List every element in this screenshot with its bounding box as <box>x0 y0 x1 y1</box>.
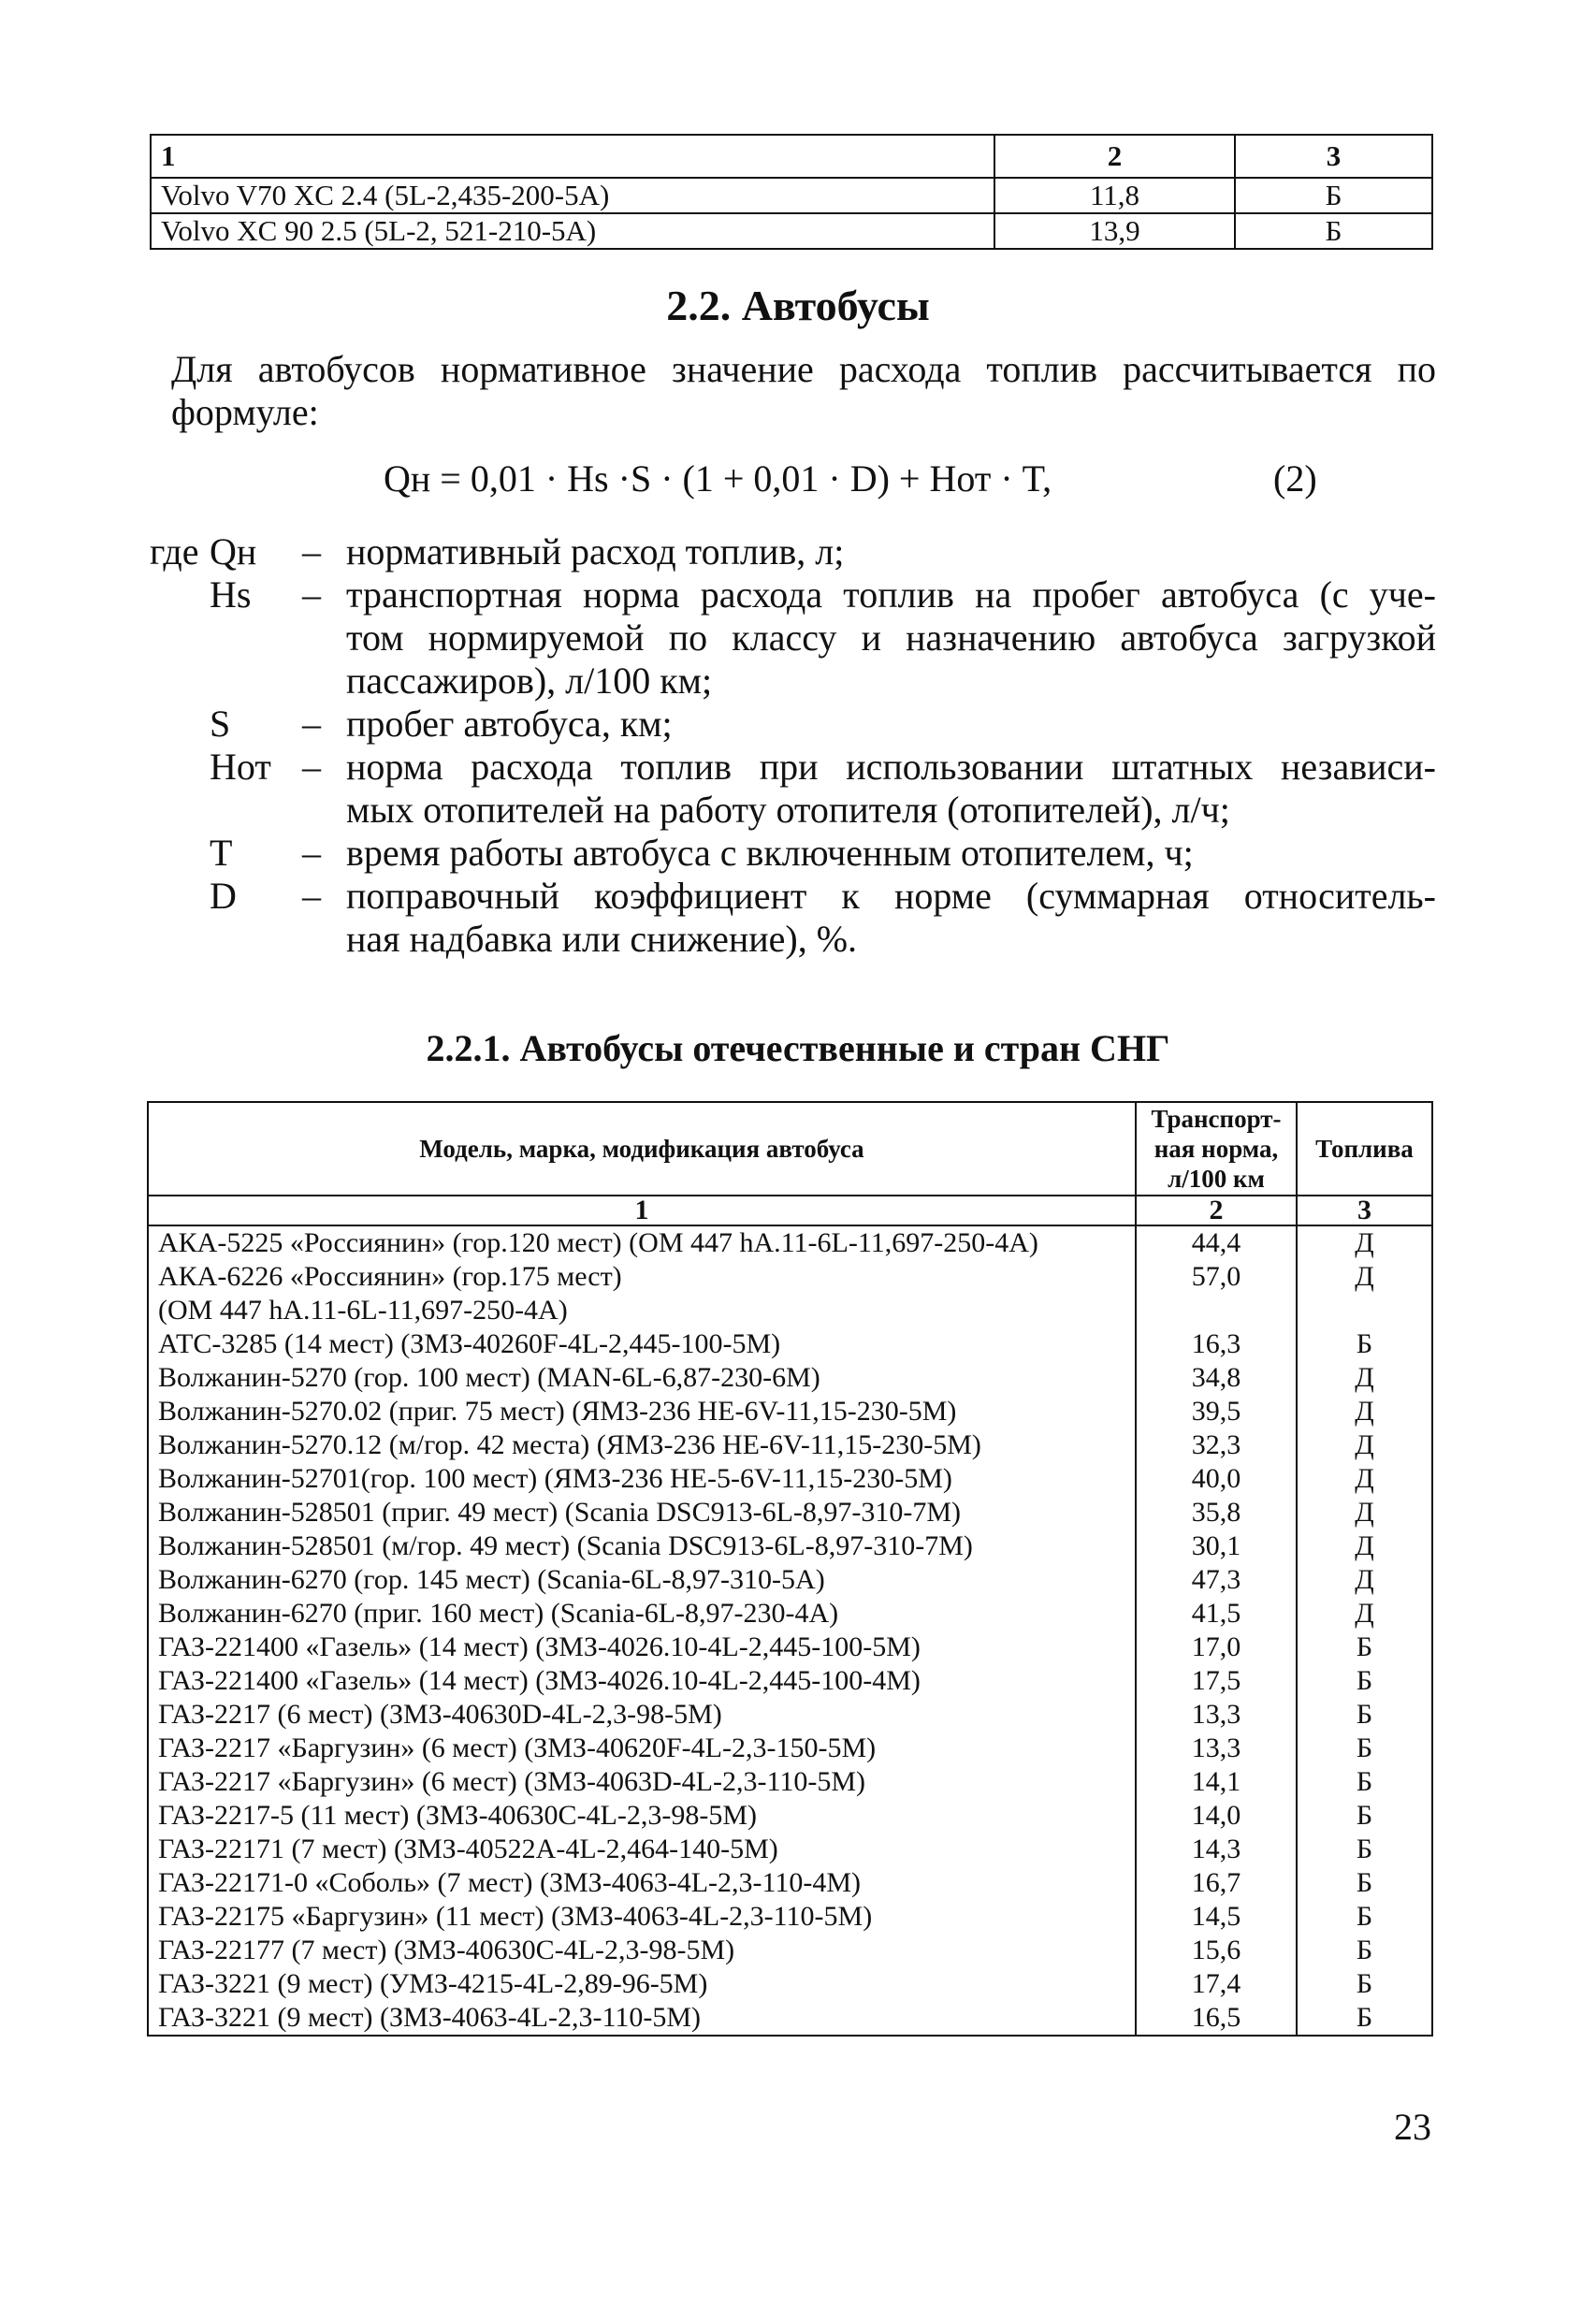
formula-number: (2) <box>1273 457 1317 500</box>
norm-cell: 44,4 <box>1136 1225 1297 1260</box>
model-line: ГАЗ-3221 (9 мест) (ЗМЗ-4063-4L-2,3-110-5М) <box>158 2002 702 2033</box>
model-cell <box>148 1428 1136 1462</box>
norm-cell: 17,5 <box>1136 1664 1297 1698</box>
norm-cell: 34,8 <box>1136 1361 1297 1395</box>
model-line: Волжанин-528501 (приг. 49 мест) (Scania DSC913-6L-8,97-310-7М) <box>158 1497 962 1528</box>
definition-line: ная надбавка или снижение), %. <box>346 918 858 960</box>
page-number: 23 <box>1394 2106 1431 2148</box>
table-index-row <box>148 1196 1432 1225</box>
header-norm-line: Транспорт- <box>1151 1105 1282 1133</box>
norm-cell: 40,0 <box>1136 1462 1297 1496</box>
norm-cell: 47,3 <box>1136 1563 1297 1597</box>
definition-text <box>346 832 1436 875</box>
fuel-cell: Д <box>1297 1563 1432 1597</box>
model-cell <box>148 1934 1136 1967</box>
norm-cell: 41,5 <box>1136 1597 1297 1631</box>
model-cell <box>148 1967 1136 2001</box>
definition-text <box>346 875 1436 961</box>
column-index-3: 3 <box>1297 1196 1432 1225</box>
definition-symbol: Hs <box>210 573 252 616</box>
model-line: Волжанин-6270 (приг. 160 мест) (Scania-6L-8,97-230-4А) <box>158 1598 839 1629</box>
table-row <box>148 1967 1432 2001</box>
table-row <box>148 1631 1432 1664</box>
definition-text <box>346 746 1436 832</box>
column-index-3: 3 <box>1235 135 1432 178</box>
fuel-cell: Б <box>1297 1866 1432 1900</box>
table-row <box>148 1765 1432 1799</box>
fuel-cell: Б <box>1297 1967 1432 2001</box>
continuation-table <box>150 134 1433 250</box>
model-line: АТС-3285 (14 мест) (ЗМЗ-40260F-4L-2,445-100-5М) <box>158 1328 781 1359</box>
fuel-cell: Б <box>1297 1631 1432 1664</box>
definition-line: транспортная норма расхода топлив на пробег автобуса (с уче- <box>346 573 1436 616</box>
fuel-cell: Б <box>1297 1698 1432 1732</box>
fuel-cell: Б <box>1297 1934 1432 1967</box>
table-row <box>148 1664 1432 1698</box>
model-line: ГАЗ-2217 «Баргузин» (6 мест) (ЗМЗ-4063D-4L-2,3-110-5М) <box>158 1766 865 1797</box>
model-line: Волжанин-5270 (гор. 100 мест) (MAN-6L-6,87-230-6М) <box>158 1362 820 1393</box>
definition-line: пробег автобуса, км; <box>346 703 673 745</box>
norm-cell: 57,0 <box>1136 1260 1297 1327</box>
table-row <box>148 1597 1432 1631</box>
definition-line: нормативный расход топлив, л; <box>346 530 845 573</box>
fuel-cell: Б <box>1297 1799 1432 1833</box>
norm-cell: 16,7 <box>1136 1866 1297 1900</box>
fuel-cell: Б <box>1235 178 1432 213</box>
definition-line: поправочный коэффициент к норме (суммарная относитель- <box>346 875 1436 917</box>
model-line: (ОМ 447 hA.11-6L-11,697-250-4А) <box>158 1295 568 1326</box>
model-cell <box>148 2001 1136 2036</box>
definition-line: время работы автобуса с включенным отопителем, ч; <box>346 832 1194 874</box>
fuel-cell: Д <box>1297 1428 1432 1462</box>
definition-symbol: T <box>210 832 233 874</box>
definition-item <box>0 746 1596 832</box>
model-line: ГАЗ-3221 (9 мест) (УМЗ-4215-4L-2,89-96-5М) <box>158 1968 708 1999</box>
fuel-cell: Д <box>1297 1361 1432 1395</box>
norm-cell: 17,0 <box>1136 1631 1297 1664</box>
fuel-cell: Д <box>1297 1225 1432 1260</box>
model-line: ГАЗ-2217 «Баргузин» (6 мест) (ЗМЗ-40620F-4L-2,3-150-5М) <box>158 1732 877 1763</box>
definition-symbol: Нот <box>210 746 271 788</box>
definition-symbol: D <box>210 875 237 917</box>
model-line: ГАЗ-22171-0 «Соболь» (7 мест) (ЗМЗ-4063-4L-2,3-110-4М) <box>158 1867 862 1898</box>
definition-item <box>0 703 1596 746</box>
model-line: ГАЗ-22175 «Баргузин» (11 мест) (ЗМЗ-4063-4L-2,3-110-5М) <box>158 1901 873 1932</box>
definition-item <box>0 530 1596 573</box>
model-cell <box>148 1900 1136 1934</box>
fuel-cell: Д <box>1297 1496 1432 1529</box>
header-norm-line: л/100 км <box>1168 1165 1265 1193</box>
column-index-1: 1 <box>151 135 994 178</box>
fuel-cell: Б <box>1297 1833 1432 1866</box>
model-cell <box>148 1799 1136 1833</box>
intro-paragraph: Для автобусов нормативное значение расхода топлив рассчитывается по формуле: <box>171 348 1436 433</box>
column-index-2: 2 <box>994 135 1235 178</box>
definition-line: мых отопителей на работу отопителя (отопителей), л/ч; <box>346 789 1230 831</box>
model-cell <box>148 1529 1136 1563</box>
section-title: 2.2. Автобусы <box>666 282 930 329</box>
bus-norms-table <box>147 1101 1433 2037</box>
column-index-1: 1 <box>148 1196 1136 1225</box>
definition-line: пассажиров), л/100 км; <box>346 660 713 702</box>
formula: Qн = 0,01 · Hs ·S · (1 + 0,01 · D) + Нот · T, <box>384 457 1052 500</box>
definition-text <box>346 573 1436 703</box>
table-row <box>148 1428 1432 1462</box>
norm-cell: 13,3 <box>1136 1698 1297 1732</box>
model-cell <box>148 1260 1136 1327</box>
model-line: ГАЗ-2217-5 (11 мест) (ЗМЗ-40630С-4L-2,3-98-5М) <box>158 1800 758 1831</box>
model-line: ГАЗ-2217 (6 мест) (ЗМЗ-40630D-4L-2,3-98-5М) <box>158 1699 722 1730</box>
norm-cell: 11,8 <box>994 178 1235 213</box>
model-cell <box>148 1395 1136 1428</box>
definition-line: норма расхода топлив при использовании штатных независи- <box>346 746 1436 788</box>
norm-cell: 16,3 <box>1136 1327 1297 1361</box>
table-row <box>148 1462 1432 1496</box>
model-line: ГАЗ-22177 (7 мест) (ЗМЗ-40630С-4L-2,3-98-5М) <box>158 1935 735 1965</box>
definition-line: том нормируемой по классу и назначению автобуса загрузкой <box>346 616 1436 659</box>
model-line: Волжанин-6270 (гор. 145 мест) (Scania-6L-8,97-310-5А) <box>158 1564 825 1595</box>
model-cell <box>148 1462 1136 1496</box>
table-row <box>148 1934 1432 1967</box>
definition-dash: – <box>302 703 321 745</box>
table-row <box>148 1563 1432 1597</box>
header-model: Модель, марка, модификация автобуса <box>148 1102 1136 1196</box>
definition-dash: – <box>302 746 321 788</box>
model-cell <box>148 1698 1136 1732</box>
table-row <box>148 1327 1432 1361</box>
model-cell <box>148 1327 1136 1361</box>
model-cell <box>148 1765 1136 1799</box>
table-header-row <box>148 1102 1432 1196</box>
definition-text <box>346 703 1436 746</box>
definition-item <box>0 832 1596 875</box>
norm-cell: 13,3 <box>1136 1732 1297 1765</box>
fuel-cell: Б <box>1297 2001 1432 2036</box>
model-cell <box>148 1361 1136 1395</box>
model-cell: Volvo V70 XC 2.4 (5L-2,435-200-5A) <box>151 178 994 213</box>
fuel-cell: Б <box>1297 1765 1432 1799</box>
definition-item <box>0 875 1596 961</box>
fuel-cell: Б <box>1297 1732 1432 1765</box>
model-line: Волжанин-528501 (м/гор. 49 мест) (Scania DSC913-6L-8,97-310-7М) <box>158 1530 973 1561</box>
model-cell <box>148 1866 1136 1900</box>
fuel-cell: Д <box>1297 1395 1432 1428</box>
table-row <box>148 1900 1432 1934</box>
table-row <box>148 1496 1432 1529</box>
table-header-row <box>151 135 1432 178</box>
table-row <box>148 2001 1432 2036</box>
header-fuel: Топлива <box>1297 1102 1432 1196</box>
norm-cell: 14,5 <box>1136 1900 1297 1934</box>
table-row <box>151 178 1432 213</box>
model-cell <box>148 1732 1136 1765</box>
table-row <box>148 1260 1432 1327</box>
model-line: ГАЗ-221400 «Газель» (14 мест) (ЗМЗ-4026.10-4L-2,445-100-5М) <box>158 1631 921 1662</box>
table-row <box>148 1698 1432 1732</box>
definition-dash: – <box>302 875 321 917</box>
definition-item <box>0 573 1596 703</box>
fuel-cell: Д <box>1297 1260 1432 1327</box>
definition-symbol: Qн <box>210 530 257 573</box>
norm-cell: 39,5 <box>1136 1395 1297 1428</box>
fuel-cell: Б <box>1297 1327 1432 1361</box>
table-row <box>148 1395 1432 1428</box>
model-cell <box>148 1664 1136 1698</box>
model-cell <box>148 1597 1136 1631</box>
table-row <box>148 1361 1432 1395</box>
norm-cell: 14,3 <box>1136 1833 1297 1866</box>
definition-dash: – <box>302 832 321 874</box>
norm-cell: 32,3 <box>1136 1428 1297 1462</box>
model-cell <box>148 1833 1136 1866</box>
model-line: Волжанин-52701(гор. 100 мест) (ЯМЗ-236 НЕ-5-6V-11,15-230-5М) <box>158 1463 952 1494</box>
table-row <box>151 213 1432 249</box>
fuel-cell: Д <box>1297 1462 1432 1496</box>
norm-cell: 17,4 <box>1136 1967 1297 2001</box>
norm-cell: 15,6 <box>1136 1934 1297 1967</box>
model-line: АКА-5225 «Россиянин» (гор.120 мест) (ОМ 447 hA.11-6L-11,697-250-4А) <box>158 1227 1038 1258</box>
column-index-2: 2 <box>1136 1196 1297 1225</box>
model-cell <box>148 1496 1136 1529</box>
model-line: ГАЗ-221400 «Газель» (14 мест) (ЗМЗ-4026.10-4L-2,445-100-4М) <box>158 1665 921 1696</box>
table-row <box>148 1866 1432 1900</box>
fuel-cell: Д <box>1297 1597 1432 1631</box>
model-cell <box>148 1631 1136 1664</box>
model-line: Волжанин-5270.12 (м/гор. 42 места) (ЯМЗ-236 НЕ-6V-11,15-230-5М) <box>158 1429 981 1460</box>
fuel-cell: Б <box>1235 213 1432 249</box>
model-cell <box>148 1563 1136 1597</box>
definition-symbol: S <box>210 703 231 745</box>
norm-cell: 30,1 <box>1136 1529 1297 1563</box>
table-row <box>148 1529 1432 1563</box>
table-row <box>148 1799 1432 1833</box>
norm-cell: 14,0 <box>1136 1799 1297 1833</box>
model-cell: Volvo XC 90 2.5 (5L-2, 521-210-5A) <box>151 213 994 249</box>
fuel-cell: Б <box>1297 1664 1432 1698</box>
header-norm <box>1136 1102 1297 1196</box>
where-word: где <box>150 530 199 573</box>
table-row <box>148 1732 1432 1765</box>
fuel-cell: Б <box>1297 1900 1432 1934</box>
model-line: Волжанин-5270.02 (приг. 75 мест) (ЯМЗ-236 НЕ-6V-11,15-230-5М) <box>158 1396 957 1427</box>
subsection-title: 2.2.1. Автобусы отечественные и стран СНГ <box>426 1027 1170 1069</box>
table-row <box>148 1833 1432 1866</box>
model-cell <box>148 1225 1136 1260</box>
norm-cell: 35,8 <box>1136 1496 1297 1529</box>
definition-dash: – <box>302 573 321 616</box>
fuel-cell: Д <box>1297 1529 1432 1563</box>
table-row <box>148 1225 1432 1260</box>
model-line: АКА-6226 «Россиянин» (гор.175 мест) <box>158 1261 622 1292</box>
norm-cell: 14,1 <box>1136 1765 1297 1799</box>
definition-text <box>346 530 1436 573</box>
definition-dash: – <box>302 530 321 573</box>
header-norm-line: ная норма, <box>1153 1135 1279 1163</box>
model-line: ГАЗ-22171 (7 мест) (ЗМЗ-40522А-4L-2,464-140-5М) <box>158 1834 778 1864</box>
norm-cell: 16,5 <box>1136 2001 1297 2036</box>
norm-cell: 13,9 <box>994 213 1235 249</box>
